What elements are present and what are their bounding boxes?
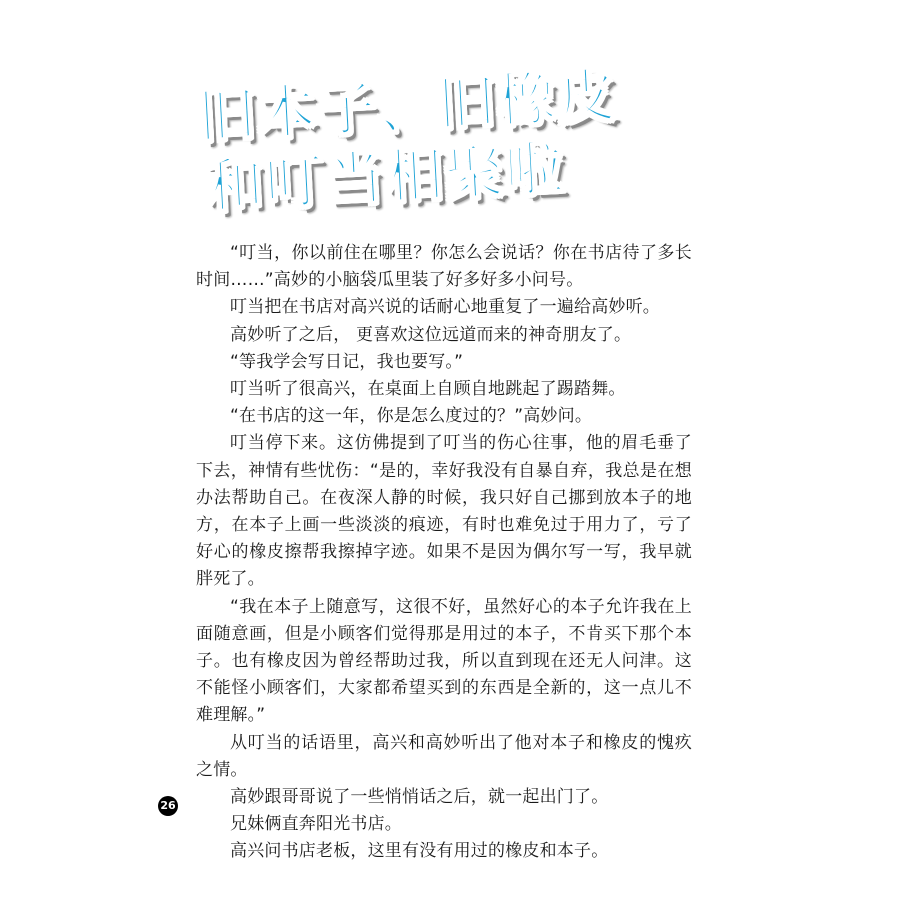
paragraph: 叮当把在书店对高兴说的话耐心地重复了一遍给高妙听。: [230, 297, 660, 318]
paragraph: 高妙听了之后， 更喜欢这位远道而来的神奇朋友了。: [230, 324, 632, 345]
paragraph: 高兴问书店老板，这里有没有用过的橡皮和本子。: [230, 841, 609, 862]
chapter-title: [196, 58, 663, 222]
paragraph: 从叮当的话语里，高兴和高妙听出了他对本子和橡皮的愧疚之情。: [196, 732, 692, 780]
paragraph: 叮当听了很高兴，在桌面上自顾自地跳起了踢踏舞。: [230, 379, 626, 400]
chapter-title-line-2: 和叮当相聚啦: [203, 133, 567, 221]
paragraph: “等我学会写日记，我也要写。”: [230, 351, 464, 372]
page-number-badge: 26: [158, 796, 178, 816]
chapter-title-line-1: 旧本子、旧橡皮: [196, 61, 620, 151]
paragraph: 叮当停下来。这仿佛提到了叮当的伤心往事，他的眉毛垂了下去，神情有些忧伤：“是的，幸好我没有自暴自弃，我总是在想办法帮助自己。在夜深人静的时候，我只好自己挪到放本子的地方，在本子上画一些淡淡的痕迹，有时也难免过于用力了，亏了好心的橡皮擦帮我擦掉字迹。如果不是因为偶尔写一写，我早就胖死了。: [196, 433, 692, 590]
story-body: [196, 240, 692, 866]
paragraph: “在书店的这一年，你是怎么度过的？”高妙问。: [230, 406, 593, 427]
paragraph: 高妙跟哥哥说了一些悄悄话之后，就一起出门了。: [230, 787, 609, 808]
paragraph: “叮当，你以前住在哪里？你怎么会说话？你在书店待了多长时间……”高妙的小脑袋瓜里装了好多好多小问号。: [196, 243, 692, 291]
paragraph: “我在本子上随意写，这很不好，虽然好心的本子允许我在上面随意画，但是小顾客们觉得那是用过的本子，不肯买下那个本子。也有橡皮因为曾经帮助过我，所以直到现在还无人问津。这不能怪小顾客们，大家都希望买到的东西是全新的，这一点儿不难理解。”: [196, 596, 692, 726]
paragraph: 兄妹俩直奔阳光书店。: [230, 814, 402, 835]
